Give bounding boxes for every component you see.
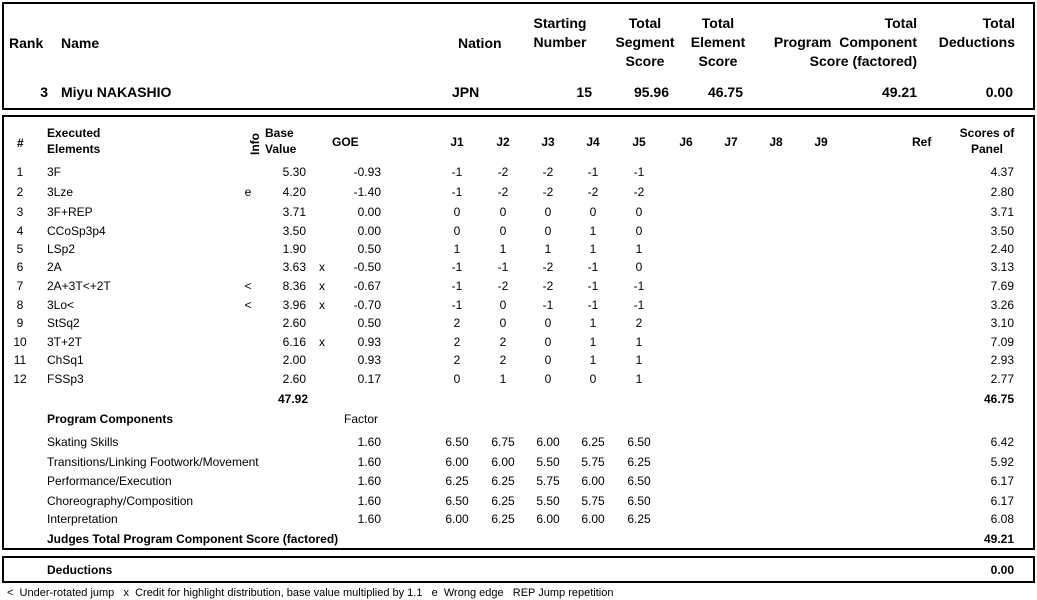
- element-judge-4-score: -1: [587, 279, 599, 293]
- component-panel-score: 6.08: [990, 512, 1014, 526]
- judge-header-5: J5: [632, 135, 646, 149]
- element-judge-3-score: 0: [544, 205, 552, 219]
- element-number: 7: [16, 279, 24, 293]
- judge-header-9: J9: [814, 135, 828, 149]
- element-base-value: 3.71: [282, 205, 306, 219]
- component-judge-3-score: 5.75: [536, 474, 560, 488]
- info-header: Info: [248, 133, 262, 155]
- element-judge-2-score: 0: [499, 316, 507, 330]
- element-judge-1-score: 2: [453, 335, 461, 349]
- element-judge-2-score: 2: [499, 353, 507, 367]
- deductions-value: 0.00: [990, 563, 1014, 577]
- element-base-value: 6.16: [282, 335, 306, 349]
- component-judge-5-score: 6.50: [627, 474, 651, 488]
- component-panel-score: 6.17: [990, 494, 1014, 508]
- element-base-value: 1.90: [282, 242, 306, 256]
- element-goe: -0.50: [353, 260, 381, 274]
- element-goe: -0.70: [353, 298, 381, 312]
- element-judge-1-score: -1: [451, 165, 463, 179]
- element-judge-4-score: -1: [587, 260, 599, 274]
- element-bonus-mark: x: [319, 260, 325, 274]
- element-judge-2-score: 2: [499, 335, 507, 349]
- element-judge-3-score: -2: [542, 279, 554, 293]
- element-judge-5-score: 1: [635, 335, 643, 349]
- element-number-header: #: [17, 136, 24, 150]
- judge-header-8: J8: [769, 135, 783, 149]
- element-judge-3-score: 0: [544, 353, 552, 367]
- pcs-total-value: 49.21: [983, 532, 1014, 546]
- element-base-value: 2.60: [282, 372, 306, 386]
- program-components-title: Program Components: [47, 412, 174, 426]
- element-judge-3-score: -2: [542, 165, 554, 179]
- component-judge-1-score: 6.25: [445, 474, 469, 488]
- element-judge-1-score: 2: [453, 316, 461, 330]
- element-number: 5: [16, 242, 24, 256]
- element-number: 2: [16, 185, 24, 199]
- component-judge-3-score: 5.50: [536, 455, 560, 469]
- element-judge-1-score: 1: [453, 242, 461, 256]
- element-judge-1-score: 0: [453, 224, 461, 238]
- element-goe: -0.67: [353, 279, 381, 293]
- executed-elements-header: Executed Elements: [47, 126, 101, 156]
- element-panel-score: 3.26: [990, 298, 1014, 312]
- ref-header: Ref: [912, 135, 932, 149]
- element-code: 3Lo<: [47, 298, 75, 312]
- element-code: StSq2: [47, 316, 80, 330]
- factor-header: Factor: [344, 412, 379, 426]
- element-code: CCoSp3p4: [47, 224, 106, 238]
- component-judge-5-score: 6.25: [627, 512, 651, 526]
- element-judge-5-score: 0: [635, 205, 643, 219]
- element-judge-2-score: -2: [497, 165, 509, 179]
- element-panel-score: 4.37: [990, 165, 1014, 179]
- element-panel-score: 2.93: [990, 353, 1014, 367]
- deductions-box: [2, 556, 1035, 583]
- element-judge-1-score: 0: [453, 205, 461, 219]
- element-judge-2-score: -2: [497, 279, 509, 293]
- element-judge-1-score: -1: [451, 298, 463, 312]
- element-judge-2-score: 1: [499, 372, 507, 386]
- element-judge-4-score: 1: [589, 316, 597, 330]
- component-name: Skating Skills: [47, 435, 119, 449]
- element-goe: 0.00: [357, 224, 381, 238]
- component-factor: 1.60: [357, 512, 381, 526]
- judge-header-6: J6: [679, 135, 693, 149]
- element-judge-4-score: 1: [589, 224, 597, 238]
- element-judge-5-score: 1: [635, 353, 643, 367]
- element-judge-5-score: 2: [635, 316, 643, 330]
- judge-header-1: J1: [450, 135, 464, 149]
- element-judge-4-score: 0: [589, 372, 597, 386]
- judge-header-2: J2: [496, 135, 510, 149]
- element-judge-4-score: 1: [589, 242, 597, 256]
- element-judge-5-score: 0: [635, 260, 643, 274]
- element-judge-3-score: -1: [542, 298, 554, 312]
- element-judge-2-score: 0: [499, 205, 507, 219]
- element-info: <: [244, 298, 252, 312]
- component-judge-1-score: 6.00: [445, 512, 469, 526]
- judge-header-7: J7: [724, 135, 738, 149]
- element-judge-3-score: 0: [544, 224, 552, 238]
- element-judge-5-score: 1: [635, 372, 643, 386]
- element-judge-5-score: 0: [635, 224, 643, 238]
- element-bonus-mark: x: [319, 298, 325, 312]
- element-judge-4-score: -1: [587, 298, 599, 312]
- component-judge-5-score: 6.50: [627, 494, 651, 508]
- component-factor: 1.60: [357, 474, 381, 488]
- element-base-value: 8.36: [282, 279, 306, 293]
- element-panel-score: 3.71: [990, 205, 1014, 219]
- skater-tss: 95.96: [633, 84, 669, 100]
- element-judge-2-score: -2: [497, 185, 509, 199]
- element-judge-3-score: 0: [544, 335, 552, 349]
- element-code: 3F: [47, 165, 62, 179]
- element-judge-5-score: -2: [633, 185, 645, 199]
- element-base-value: 3.96: [282, 298, 306, 312]
- element-number: 4: [16, 224, 24, 238]
- judge-header-3: J3: [541, 135, 555, 149]
- elements-panel-total: 46.75: [983, 392, 1014, 406]
- rank-header: Rank: [9, 35, 44, 51]
- element-code: ChSq1: [47, 353, 84, 367]
- element-number: 11: [13, 353, 27, 367]
- component-judge-5-score: 6.25: [627, 455, 651, 469]
- component-judge-4-score: 6.25: [581, 435, 605, 449]
- skater-deductions: 0.00: [985, 84, 1013, 100]
- judge-header-4: J4: [586, 135, 600, 149]
- element-panel-score: 2.80: [990, 185, 1014, 199]
- component-judge-4-score: 5.75: [581, 494, 605, 508]
- element-code: 3Lze: [47, 185, 74, 199]
- element-panel-score: 3.50: [990, 224, 1014, 238]
- total-element-score-header: Total Element Score: [690, 15, 746, 69]
- starting-number-header: Starting Number: [533, 15, 587, 50]
- element-base-value: 5.30: [282, 165, 306, 179]
- legend: < Under-rotated jump x Credit for highlight distribution, base value multiplied by 1.1 e Wrong edge REP Jump repetition: [7, 587, 614, 599]
- skater-starting-number: 15: [576, 84, 592, 100]
- element-judge-1-score: -1: [451, 185, 463, 199]
- nation-header: Nation: [458, 35, 502, 51]
- element-code: 2A: [47, 260, 62, 274]
- goe-header: GOE: [332, 135, 359, 149]
- pcs-total-label: Judges Total Program Component Score (factored): [47, 532, 339, 546]
- element-judge-3-score: 1: [544, 242, 552, 256]
- element-judge-1-score: 2: [453, 353, 461, 367]
- scores-of-panel-header: Scores of Panel: [959, 126, 1015, 156]
- element-number: 6: [16, 260, 24, 274]
- element-bonus-mark: x: [319, 279, 325, 293]
- element-number: 3: [16, 205, 24, 219]
- element-judge-1-score: 0: [453, 372, 461, 386]
- element-code: 2A+3T<+2T: [47, 279, 111, 293]
- element-base-value: 3.50: [282, 224, 306, 238]
- component-name: Interpretation: [47, 512, 118, 526]
- element-panel-score: 3.10: [990, 316, 1014, 330]
- component-judge-1-score: 6.50: [445, 435, 469, 449]
- component-judge-2-score: 6.00: [491, 455, 515, 469]
- element-judge-2-score: -1: [497, 260, 509, 274]
- element-number: 9: [16, 316, 24, 330]
- element-base-value: 2.60: [282, 316, 306, 330]
- element-number: 12: [13, 372, 27, 386]
- element-judge-1-score: -1: [451, 260, 463, 274]
- component-panel-score: 6.42: [990, 435, 1014, 449]
- element-judge-5-score: -1: [633, 165, 645, 179]
- element-judge-1-score: -1: [451, 279, 463, 293]
- component-judge-5-score: 6.50: [627, 435, 651, 449]
- element-judge-4-score: -1: [587, 165, 599, 179]
- element-code: FSSp3: [47, 372, 84, 386]
- element-panel-score: 2.77: [990, 372, 1014, 386]
- element-judge-4-score: -2: [587, 185, 599, 199]
- component-judge-1-score: 6.50: [445, 494, 469, 508]
- component-panel-score: 6.17: [990, 474, 1014, 488]
- element-base-value: 3.63: [282, 260, 306, 274]
- component-factor: 1.60: [357, 435, 381, 449]
- element-judge-2-score: 0: [499, 298, 507, 312]
- element-base-value: 4.20: [282, 185, 306, 199]
- element-code: 3T+2T: [47, 335, 83, 349]
- element-judge-3-score: -2: [542, 185, 554, 199]
- element-info: e: [244, 185, 252, 199]
- element-number: 8: [16, 298, 24, 312]
- skater-nation: JPN: [452, 84, 480, 100]
- component-panel-score: 5.92: [990, 455, 1014, 469]
- component-factor: 1.60: [357, 455, 381, 469]
- element-number: 10: [13, 335, 27, 349]
- component-judge-4-score: 5.75: [581, 455, 605, 469]
- element-goe: -0.93: [353, 165, 381, 179]
- element-goe: 0.93: [357, 335, 381, 349]
- deductions-label: Deductions: [47, 563, 113, 577]
- element-judge-5-score: -1: [633, 279, 645, 293]
- element-bonus-mark: x: [319, 335, 325, 349]
- element-judge-2-score: 0: [499, 224, 507, 238]
- skater-pcs: 49.21: [881, 84, 917, 100]
- element-base-value: 2.00: [282, 353, 306, 367]
- element-judge-3-score: 0: [544, 316, 552, 330]
- component-judge-3-score: 6.00: [536, 512, 560, 526]
- component-name: Choreography/Composition: [47, 494, 194, 508]
- element-goe: 0.00: [357, 205, 381, 219]
- element-judge-2-score: 1: [499, 242, 507, 256]
- element-panel-score: 3.13: [990, 260, 1014, 274]
- element-judge-4-score: 1: [589, 335, 597, 349]
- element-code: 3F+REP: [47, 205, 93, 219]
- base-value-total: 47.92: [277, 392, 308, 406]
- total-deductions-header: Total Deductions: [938, 15, 1015, 50]
- total-pcs-header: Total Program Component Score (factored): [773, 15, 917, 69]
- component-judge-2-score: 6.75: [491, 435, 515, 449]
- element-goe: 0.17: [357, 372, 381, 386]
- component-judge-1-score: 6.00: [445, 455, 469, 469]
- component-judge-2-score: 6.25: [491, 512, 515, 526]
- element-panel-score: 7.69: [990, 279, 1014, 293]
- component-name: Transitions/Linking Footwork/Movement: [47, 455, 259, 469]
- component-judge-3-score: 5.50: [536, 494, 560, 508]
- element-judge-4-score: 0: [589, 205, 597, 219]
- component-judge-3-score: 6.00: [536, 435, 560, 449]
- element-goe: -1.40: [353, 185, 381, 199]
- element-number: 1: [16, 165, 24, 179]
- element-judge-4-score: 1: [589, 353, 597, 367]
- component-judge-2-score: 6.25: [491, 474, 515, 488]
- element-judge-3-score: 0: [544, 372, 552, 386]
- skater-name: Miyu NAKASHIO: [61, 84, 172, 100]
- element-judge-3-score: -2: [542, 260, 554, 274]
- element-goe: 0.93: [357, 353, 381, 367]
- component-judge-2-score: 6.25: [491, 494, 515, 508]
- element-judge-5-score: -1: [633, 298, 645, 312]
- component-name: Performance/Execution: [47, 474, 172, 488]
- element-judge-5-score: 1: [635, 242, 643, 256]
- component-factor: 1.60: [357, 494, 381, 508]
- element-code: LSp2: [47, 242, 76, 256]
- element-info: <: [244, 279, 252, 293]
- base-value-header: Base Value: [265, 126, 297, 156]
- name-header: Name: [61, 35, 100, 51]
- component-judge-4-score: 6.00: [581, 474, 605, 488]
- skater-rank: 3: [40, 84, 48, 100]
- element-goe: 0.50: [357, 316, 381, 330]
- component-judge-4-score: 6.00: [581, 512, 605, 526]
- element-panel-score: 2.40: [990, 242, 1014, 256]
- element-panel-score: 7.09: [990, 335, 1014, 349]
- skater-tes: 46.75: [707, 84, 743, 100]
- total-segment-score-header: Total Segment Score: [615, 15, 675, 69]
- element-goe: 0.50: [357, 242, 381, 256]
